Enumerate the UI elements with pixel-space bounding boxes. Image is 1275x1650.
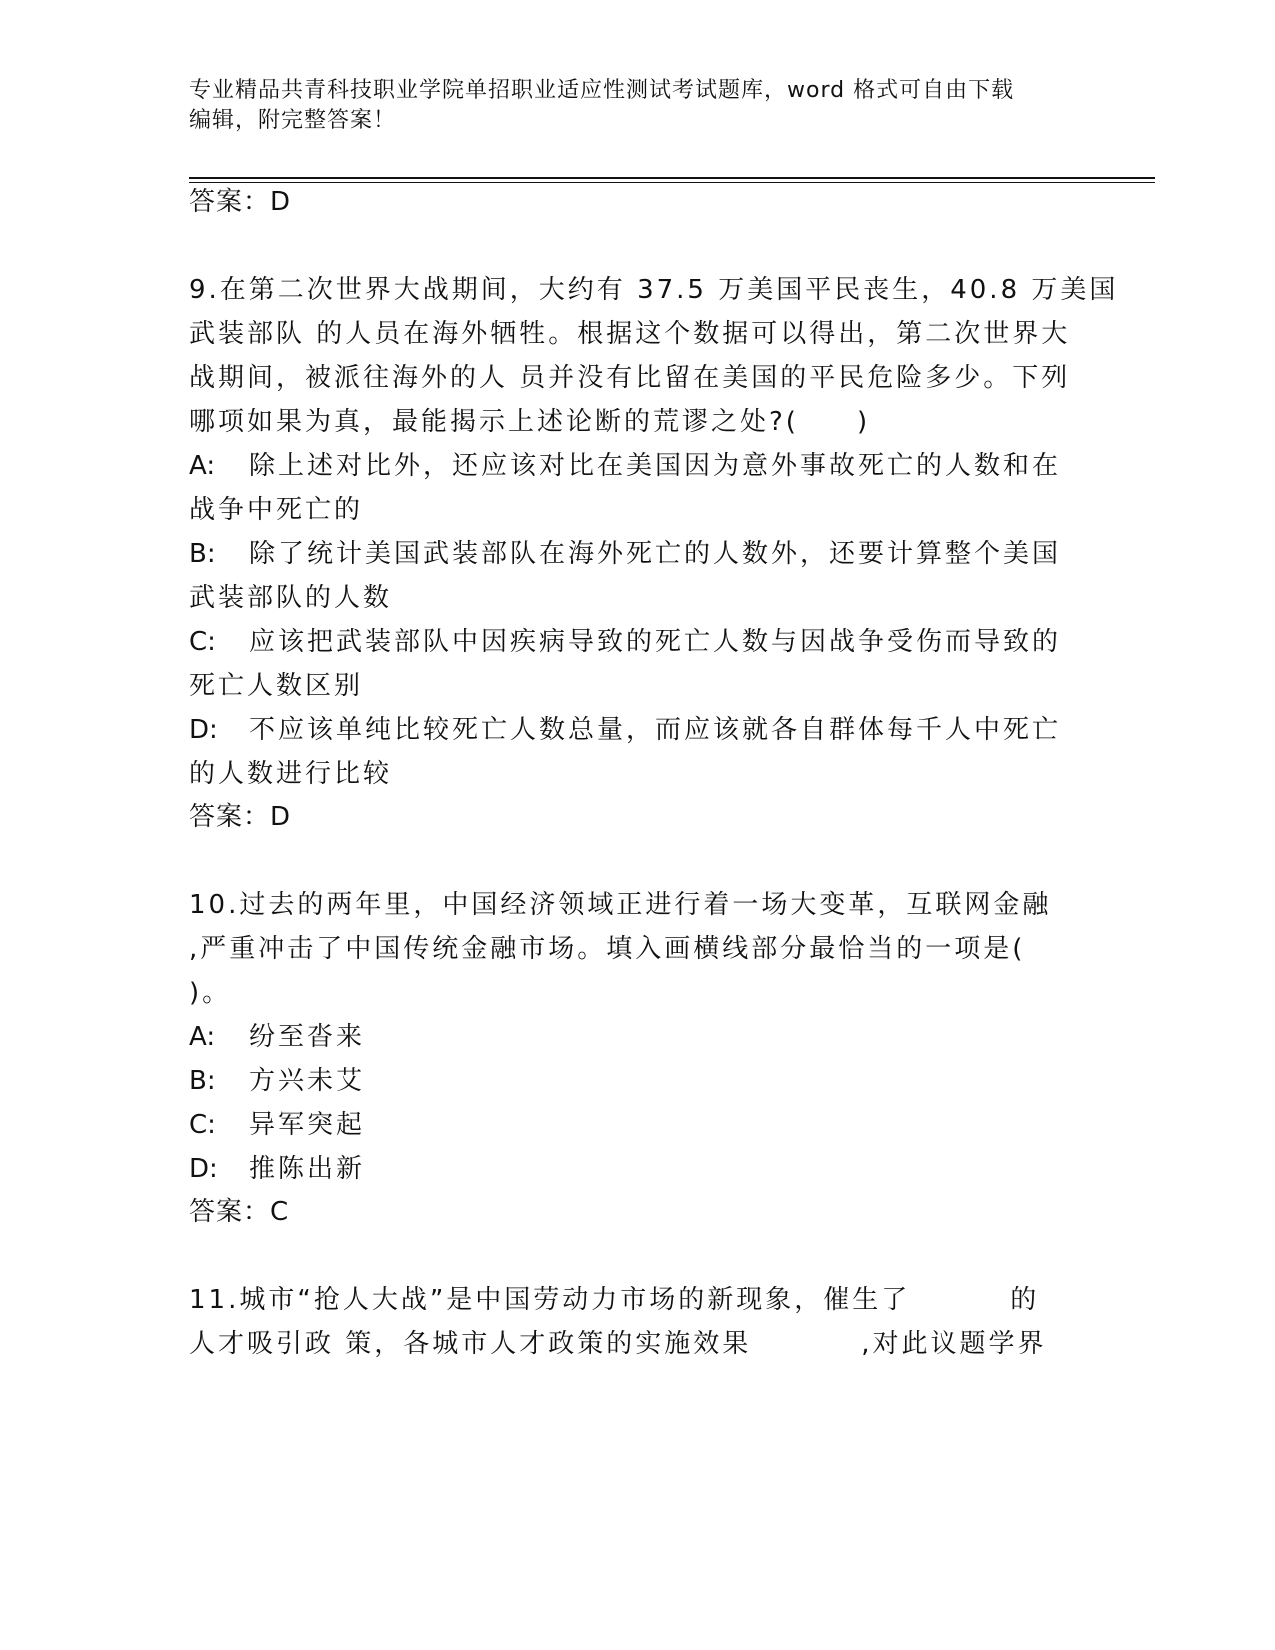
question-text-line	[189, 1327, 1047, 1361]
option-text: 方兴未艾	[249, 1066, 366, 1096]
option-text: 异军突起	[249, 1110, 366, 1140]
option-d-continued: 的人数进行比较	[189, 759, 393, 789]
page-header	[189, 76, 1089, 136]
option-c	[189, 1108, 365, 1142]
question-text-line: 战期间，被派往海外的人 员并没有比留在美国的平民危险多少。下列	[189, 363, 1071, 393]
question-text-line: 武装部队 的人员在海外牺牲。根据这个数据可以得出，第二次世界大	[189, 319, 1071, 349]
option-a	[189, 449, 1061, 483]
option-a	[189, 1020, 365, 1054]
question-text-line	[189, 1283, 1039, 1317]
question-text-segment: ,对此议题学界	[861, 1329, 1047, 1359]
question-text-line: )。	[189, 978, 232, 1008]
option-text: 不应该单纯比较死亡人数总量，而应该就各自群体每千人中死亡	[249, 715, 1062, 745]
previous-answer: 答案：D	[189, 187, 292, 217]
header-divider-thin	[189, 182, 1155, 183]
question-text-segment: 的	[1010, 1285, 1040, 1315]
option-letter: B:	[189, 1066, 216, 1096]
option-letter: A:	[189, 1022, 216, 1052]
option-text: 纷至沓来	[249, 1022, 366, 1052]
answer-9: 答案：D	[189, 802, 292, 832]
header-line-2: 编辑，附完整答案！	[189, 108, 397, 133]
question-text-line: 10.过去的两年里，中国经济领域正进行着一场大变革，互联网金融	[189, 890, 1052, 920]
option-c	[189, 625, 1061, 659]
option-letter: B:	[189, 539, 216, 569]
option-letter: D:	[189, 1154, 218, 1184]
option-a-continued: 战争中死亡的	[189, 495, 364, 525]
option-letter: C:	[189, 1110, 216, 1140]
question-text-line: 9.在第二次世界大战期间，大约有 37.5 万美国平民丧生，40.8 万美国	[189, 275, 1119, 305]
option-text: 除了统计美国武装部队在海外死亡的人数外，还要计算整个美国	[249, 539, 1062, 569]
option-b	[189, 1064, 365, 1098]
header-line-1: 专业精品共青科技职业学院单招职业适应性测试考试题库，word 格式可自由下载	[189, 78, 1015, 103]
option-d	[189, 713, 1061, 747]
option-text: 应该把武装部队中因疾病导致的死亡人数与因战争受伤而导致的	[249, 627, 1062, 657]
option-letter: C:	[189, 627, 216, 657]
option-letter: A:	[189, 451, 216, 481]
header-divider	[189, 177, 1155, 179]
question-text-line: 哪项如果为真，最能揭示上述论断的荒谬之处?( )	[189, 407, 871, 437]
option-b-continued: 武装部队的人数	[189, 583, 393, 613]
option-text: 除上述对比外，还应该对比在美国因为意外事故死亡的人数和在	[249, 451, 1062, 481]
option-letter: D:	[189, 715, 218, 745]
option-d	[189, 1152, 365, 1186]
option-b	[189, 537, 1061, 571]
question-text-segment: 人才吸引政 策，各城市人才政策的实施效果	[189, 1329, 752, 1359]
question-text-segment: 11.城市“抢人大战”是中国劳动力市场的新现象，催生了	[189, 1285, 911, 1315]
option-text: 推陈出新	[249, 1154, 366, 1184]
option-c-continued: 死亡人数区别	[189, 671, 364, 701]
answer-10: 答案：C	[189, 1197, 290, 1227]
question-text-line: ,严重冲击了中国传统金融市场。填入画横线部分最恰当的一项是(	[189, 934, 1026, 964]
